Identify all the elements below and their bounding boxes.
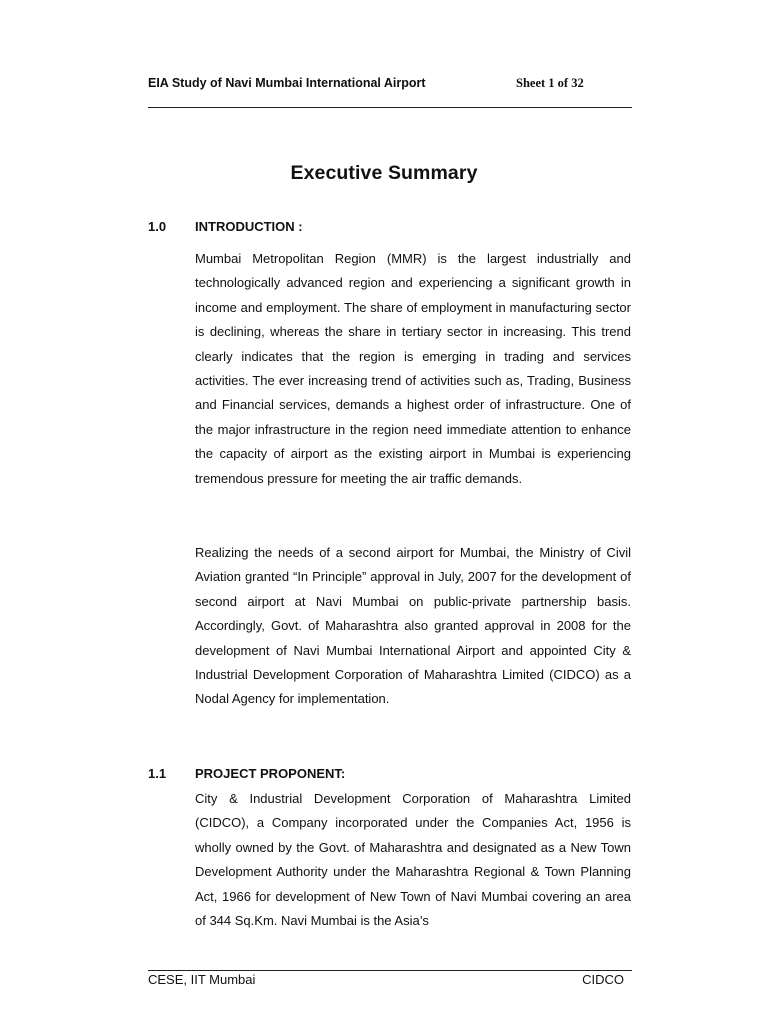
footer-divider bbox=[148, 970, 632, 971]
header-title: EIA Study of Navi Mumbai International Airport bbox=[148, 76, 426, 90]
section-heading-project-proponent bbox=[148, 766, 345, 781]
section-number: 1.0 bbox=[148, 219, 167, 234]
section-title: INTRODUCTION : bbox=[195, 219, 303, 234]
footer-right-text: CIDCO bbox=[582, 972, 624, 987]
page-header bbox=[148, 74, 632, 96]
paragraph: City & Industrial Development Corporation of Maharashtra Limited (CIDCO), a Company incorporated under the Companies Act, 1956 is wholly owned by the Govt. of Maharashtra and designated as a New Town Development Authority under the Maharashtra Regional & Town Planning Act, 1966 for development of New Town of Navi Mumbai covering an area of 344 Sq.Km. Navi Mumbai is the Asia’s bbox=[195, 791, 631, 929]
section-number: 1.1 bbox=[148, 766, 167, 781]
paragraph: Mumbai Metropolitan Region (MMR) is the largest industrially and technologically advanced region and experiencing a significant growth in income and employment. The share of employment in manufacturing sector is declining, whereas the share in tertiary sector in increasing. This trend clearly indicates that the region is emerging in trading and services activities. The ever increasing trend of activities such as, Trading, Business and Financial services, demands a highest order of infrastructure. One of the major infrastructure in the region need immediate attention to enhance the capacity of airport as the existing airport in Mumbai is experiencing tremendous pressure for meeting the air traffic demands. bbox=[195, 251, 631, 486]
document-title: Executive Summary bbox=[290, 162, 478, 184]
section-title: PROJECT PROPONENT: bbox=[195, 766, 346, 781]
paragraph: Realizing the needs of a second airport for Mumbai, the Ministry of Civil Aviation granted “In Principle” approval in July, 2007 for the development of second airport at Navi Mumbai on public-private partnership basis. Accordingly, Govt. of Maharashtra also granted approval in 2008 for the development of Navi Mumbai International Airport and appointed City & Industrial Development Corporation of Maharashtra Limited (CIDCO) as a Nodal Agency for implementation. bbox=[195, 545, 631, 707]
section-heading-introduction bbox=[148, 219, 303, 234]
header-divider bbox=[148, 107, 632, 108]
sheet-number: Sheet 1 of 32 bbox=[516, 76, 584, 90]
footer-left-text: CESE, IIT Mumbai bbox=[148, 972, 256, 987]
